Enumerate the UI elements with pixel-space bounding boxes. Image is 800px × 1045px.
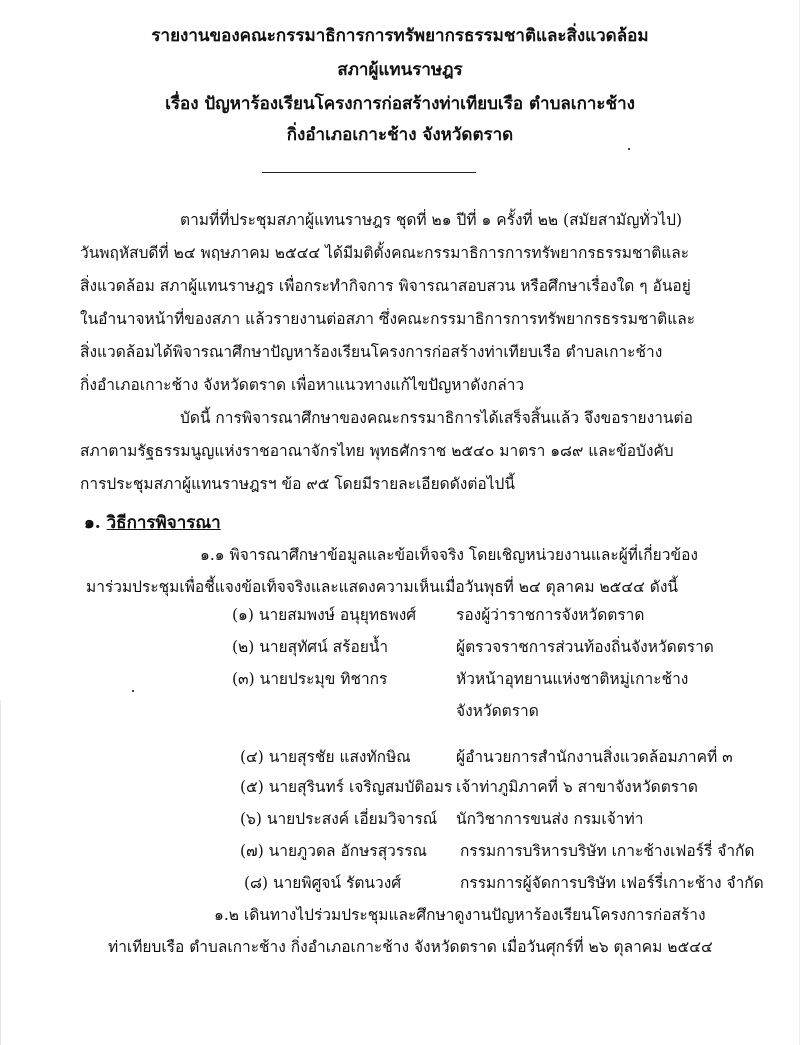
scan-edge-left [0,700,1,1045]
person-position-cont: จังหวัดตราด [456,702,539,720]
intro-line-5: สิ่งแวดล้อมได้พิจารณาศึกษาปัญหาร้องเรียนโครงการก่อสร้างท่าเทียบเรือ ตำบลเกาะช้าง [80,343,663,361]
intro-line-2: วันพฤหัสบดีที่ ๒๔ พฤษภาคม ๒๕๔๔ ได้มีมติตั้งคณะกรรมาธิการการทรัพยากรธรรมชาติและ [80,244,690,262]
title-underline [262,172,476,173]
person-position: ผู้อำนวยการสำนักงานสิ่งแวดล้อมภาคที่ ๓ [456,748,733,766]
report-title-line-2: สภาผู้แทนราษฎร [337,60,463,80]
intro-line-1: ตามที่ที่ประชุมสภาผู้แทนราษฎร ชุดที่ ๒๑ ปีที่ ๑ ครั้งที่ ๒๒ (สมัยสามัญทั่วไป) [180,211,683,229]
sub-1-1-line-2: มาร่วมประชุมเพื่อชี้แจงข้อเท็จจริงและแสดงความเห็นเมื่อวันพุธที่ ๒๔ ตุลาคม ๒๕๔๔ ดังนี้ [86,578,679,596]
person-position: ผู้ตรวจราชการส่วนท้องถิ่นจังหวัดตราด [456,638,714,656]
person-name: (๗) นายภูวดล อักษรสุวรรณ [240,842,427,860]
report-title-line-3: เรื่อง ปัญหาร้องเรียนโครงการก่อสร้างท่าเทียบเรือ ตำบลเกาะช้าง [165,94,635,114]
sub-1-2-line-1: ๑.๒ เดินทางไปร่วมประชุมและศึกษาดูงานปัญหาร้องเรียนโครงการก่อสร้าง [214,906,706,924]
person-name: (๔) นายสุรชัย แสงทักษิณ [240,748,411,766]
scan-speck [132,690,134,692]
para2-line-2: สภาตามรัฐธรรมนูญแห่งราชอาณาจักรไทย พุทธศักราช ๒๕๔๐ มาตรา ๑๘๙ และข้อบังคับ [80,442,674,460]
person-name: (๕) นายสุรินทร์ เจริญสมบัติอมร [240,778,453,796]
person-name: (๘) นายพิศูจน์ รัตนวงศ์ [244,874,402,892]
intro-line-4: ในอำนาจหน้าที่ของสภา แล้วรายงานต่อสภา ซึ่งคณะกรรมาธิการการทรัพยากรธรรมชาติและ [80,310,696,328]
section-1-title: วิธีการพิจารณา [106,513,221,533]
person-name: (๒) นายสุทัศน์ สร้อยน้ำ [232,638,389,656]
report-title-line-4: กิ่งอำเภอเกาะช้าง จังหวัดตราด [286,125,514,145]
person-position: เจ้าท่าภูมิภาคที่ ๖ สาขาจังหวัดตราด [456,778,698,796]
intro-line-3: สิ่งแวดล้อม สภาผู้แทนราษฎร เพื่อกระทำกิจการ พิจารณาสอบสวน หรือศึกษาเรื่องใด ๆ อันอยู่ [80,277,691,295]
person-name: (๑) นายสมพงษ์ อนุยุทธพงศ์ [232,606,417,624]
intro-line-6: กิ่งอำเภอเกาะช้าง จังหวัดตราด เพื่อหาแนวทางแก้ไขปัญหาดังกล่าว [80,376,525,394]
sub-1-2-line-2: ท่าเทียบเรือ ตำบลเกาะช้าง กิ่งอำเภอเกาะช้าง จังหวัดตราด เมื่อวันศุกร์ที่ ๒๖ ตุลาคม ๒๕๔๔ [108,938,713,956]
report-title-line-1: รายงานของคณะกรรมาธิการการทรัพยากรธรรมชาติและสิ่งแวดล้อม [151,26,649,46]
person-name: (๓) นายประมุข ทิชากร [232,670,388,688]
person-position: กรรมการบริหารบริษัท เกาะช้างเฟอร์รี่ จำกัด [460,842,755,860]
para2-line-3: การประชุมสภาผู้แทนราษฎรฯ ข้อ ๙๕ โดยมีรายละเอียดดังต่อไปนี้ [80,475,515,493]
person-position: รองผู้ว่าราชการจังหวัดตราด [456,606,645,624]
person-position: นักวิชาการขนส่ง กรมเจ้าท่า [456,810,644,828]
sub-1-1-line-1: ๑.๑ พิจารณาศึกษาข้อมูลและข้อเท็จจริง โดยเชิญหน่วยงานและผู้ที่เกี่ยวข้อง [200,546,698,564]
section-1-heading [84,513,221,533]
person-position: กรรมการผู้จัดการบริษัท เฟอร์รี่เกาะช้าง จำกัด [460,874,764,892]
person-position: หัวหน้าอุทยานแห่งชาติหมู่เกาะช้าง [456,670,689,688]
section-1-number: ๑. [84,513,101,533]
para2-line-1: บัดนี้ การพิจารณาศึกษาของคณะกรรมาธิการได้เสร็จสิ้นแล้ว จึงขอรายงานต่อ [180,409,693,427]
scan-speck [628,148,630,150]
person-name: (๖) นายประสงค์ เอี่ยมวิจารณ์ [240,810,438,828]
